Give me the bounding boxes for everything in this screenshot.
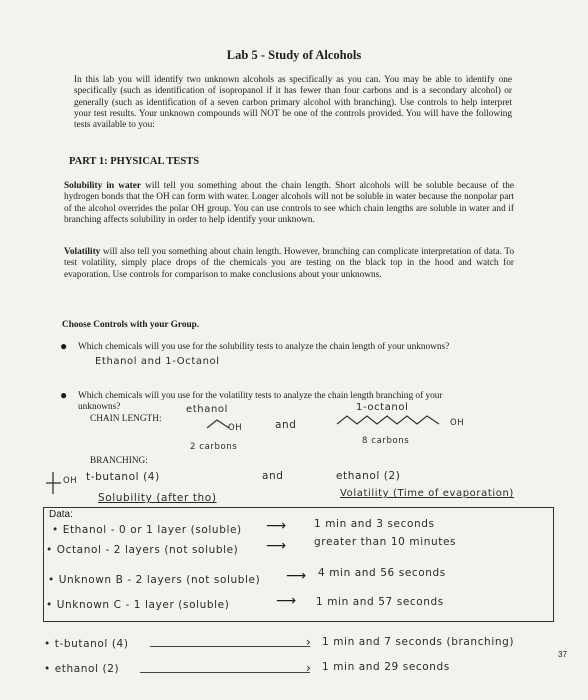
octanol-label: 1-octanol (356, 402, 409, 413)
ethanol-label: ethanol (186, 404, 228, 415)
two-carbons-label: 2 carbons (190, 442, 238, 452)
tbutanol-label: t-butanol (4) (86, 471, 160, 483)
data-row-left: • Ethanol - 0 or 1 layer (soluble) (52, 524, 242, 536)
volatility-term: Volatility (64, 247, 101, 257)
data-row-right: 1 min and 57 seconds (316, 596, 444, 608)
question-solubility: Which chemicals will you use for the solubility tests to analyze the chain length of your unknowns? (78, 342, 450, 352)
arrow-icon: ⟶ (266, 518, 287, 534)
data-row-right: 1 min and 7 seconds (branching) (322, 636, 515, 648)
and-label-branching: and (262, 470, 284, 482)
volatility-paragraph (64, 247, 514, 281)
data-row-right: 1 min and 29 seconds (322, 661, 450, 673)
controls-heading: Choose Controls with your Group. (62, 320, 200, 330)
oh-label-tbutanol: OH (63, 476, 78, 486)
page-title: Lab 5 - Study of Alcohols (226, 48, 362, 62)
data-row-right: 1 min and 3 seconds (314, 518, 435, 530)
bullet-dot: ● (60, 388, 68, 402)
connector-line (150, 646, 310, 647)
connector-line (140, 672, 310, 673)
branching-label: BRANCHING: (90, 456, 148, 466)
intro-paragraph: In this lab you will identify two unknown alcohols as specifically as you can. You may be able to identify one specifically (such as identification of isopropanol if it has fewer than four carbons and is a secondary alcohol) or generally (such as identification of a seven carbon primary alcohol with branching). Use controls to help interpret your test results. Your unknown compounds will NOT be one of the controls provided. You will have the following tests available to you: (74, 75, 512, 131)
data-row-left: • Unknown B - 2 layers (not soluble) (48, 574, 261, 586)
arrow-icon: › (306, 635, 311, 649)
solubility-term: Solubility in water (64, 181, 142, 191)
part1-heading: PART 1: PHYSICAL TESTS (69, 156, 200, 167)
data-row-right: 4 min and 56 seconds (318, 567, 446, 579)
volatility-text: will also tell you something about chain length. However, branching can complicate interpretation of data. To test volatility, simply place drops of the chemicals you are testing on the black top in the hood and watch for evaporation. Use controls for comparison to make conclusions about your unknowns. (64, 247, 514, 280)
data-row-left: • Unknown C - 1 layer (soluble) (46, 599, 230, 611)
solubility-text: will tell you something about the chain length. Short alcohols will be soluble because of the hydrogen bonds that the OH can form with water. Longer alcohols will not be soluble in water because the nonpolar part of the alcohol overrides the polar OH group. You can use controls to see which chain lengths are soluble in water and if branching affects solubility in order to help identify your unknown. (64, 181, 514, 225)
octanol-structure (335, 410, 445, 430)
answer-solubility: Ethanol and 1-Octanol (95, 356, 220, 367)
arrow-icon: ⟶ (276, 593, 297, 609)
volatility-column-header: Volatility (Time of evaporation) (340, 488, 514, 499)
arrow-icon: ⟶ (286, 568, 307, 584)
data-row-left: • ethanol (2) (44, 663, 120, 675)
arrow-icon: ⟶ (266, 538, 287, 554)
bullet-dot: ● (60, 339, 68, 353)
page-number: 37 (558, 650, 567, 659)
data-row-right: greater than 10 minutes (314, 536, 457, 548)
solubility-column-header: Solubility (after tho) (98, 492, 217, 504)
data-label: Data: (49, 509, 73, 520)
tbutanol-structure (44, 470, 64, 496)
question-volatility-cont: unknowns? (78, 402, 121, 412)
arrow-icon: › (306, 661, 311, 675)
chain-length-label: CHAIN LENGTH: (90, 414, 162, 424)
data-row-left: • t-butanol (4) (44, 638, 129, 650)
question-volatility: Which chemicals will you use for the volatility tests to analyze the chain length branching of your (78, 391, 443, 401)
data-row-left: • Octanol - 2 layers (not soluble) (46, 544, 239, 556)
ethanol-branching-label: ethanol (2) (336, 470, 401, 482)
oh-label-ethanol: OH (228, 423, 243, 433)
and-label: and (275, 419, 297, 431)
oh-label-octanol: OH (450, 418, 465, 428)
solubility-paragraph (64, 181, 514, 226)
eight-carbons-label: 8 carbons (362, 436, 410, 446)
